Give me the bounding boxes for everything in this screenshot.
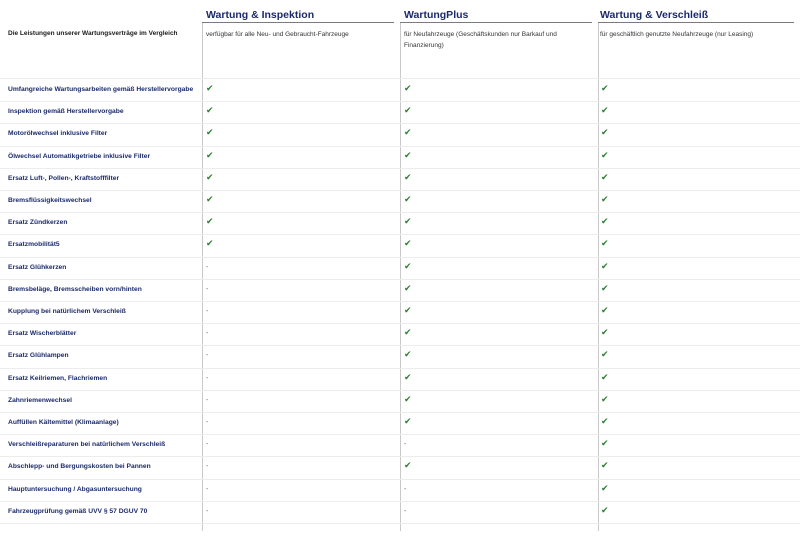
row-separator bbox=[0, 523, 800, 524]
check-icon: ✔ bbox=[601, 327, 609, 338]
table-caption: Die Leistungen unserer Wartungsverträge im Vergleich bbox=[8, 30, 178, 37]
row-label: Motorölwechsel inklusive Filter bbox=[8, 130, 108, 138]
check-icon: ✔ bbox=[601, 282, 609, 293]
not-included-dash: - bbox=[404, 441, 407, 449]
row-separator bbox=[0, 479, 800, 480]
check-icon: ✔ bbox=[601, 238, 609, 249]
check-icon: ✔ bbox=[404, 327, 412, 338]
row-separator bbox=[0, 190, 800, 191]
not-included-dash: - bbox=[206, 330, 209, 338]
row-separator bbox=[0, 434, 800, 435]
not-included-dash: - bbox=[404, 485, 407, 493]
row-separator bbox=[0, 301, 800, 302]
check-icon: ✔ bbox=[601, 149, 609, 160]
check-icon: ✔ bbox=[206, 194, 214, 204]
row-label: Kupplung bei natürlichem Verschleiß bbox=[8, 308, 126, 315]
row-label: Auffüllen Kältemittel (Klimaanlage) bbox=[8, 419, 119, 426]
check-icon: ✔ bbox=[601, 393, 609, 404]
column-title-wartungplus: WartungPlus bbox=[404, 9, 469, 21]
not-included-dash: - bbox=[206, 485, 209, 493]
check-icon: ✔ bbox=[601, 482, 609, 493]
check-icon: ✔ bbox=[601, 127, 609, 138]
check-icon: ✔ bbox=[206, 127, 214, 138]
check-icon: ✔ bbox=[601, 171, 609, 182]
check-icon: ✔ bbox=[206, 238, 214, 249]
check-icon: ✔ bbox=[404, 460, 412, 471]
check-icon: ✔ bbox=[601, 349, 609, 360]
header-divider bbox=[598, 22, 794, 23]
row-label: Bremsbeläge, Bremsscheiben vorn/hinten bbox=[8, 285, 142, 293]
row-label: Zahnriemenwechsel bbox=[8, 396, 72, 404]
row-label: Ölwechsel Automatikgetriebe inklusive Filter bbox=[8, 152, 151, 160]
check-icon: ✔ bbox=[404, 171, 412, 182]
row-separator bbox=[0, 279, 800, 280]
check-icon: ✔ bbox=[601, 371, 609, 382]
check-icon: ✔ bbox=[404, 349, 412, 360]
check-icon: ✔ bbox=[206, 171, 214, 182]
check-icon: ✔ bbox=[601, 460, 609, 471]
check-icon: ✔ bbox=[404, 305, 412, 315]
row-separator bbox=[0, 412, 800, 413]
row-label: Ersatz Glühkerzen bbox=[8, 263, 67, 271]
row-separator bbox=[0, 212, 800, 213]
row-separator bbox=[0, 234, 800, 235]
check-icon: ✔ bbox=[601, 216, 609, 227]
column-description: verfügbar für alle Neu- und Gebraucht-Fahrzeuge bbox=[206, 31, 349, 38]
row-separator bbox=[0, 390, 800, 391]
check-icon: ✔ bbox=[404, 194, 412, 204]
check-icon: ✔ bbox=[601, 504, 609, 515]
not-included-dash: - bbox=[206, 419, 209, 426]
row-label: Umfangreiche Wartungsarbeiten gemäß Herstellervorgabe bbox=[8, 86, 194, 93]
row-separator bbox=[0, 168, 800, 169]
column-title-wartung-inspektion: Wartung & Inspektion bbox=[206, 9, 315, 21]
check-icon: ✔ bbox=[206, 216, 214, 227]
check-icon: ✔ bbox=[404, 216, 412, 227]
check-icon: ✔ bbox=[206, 83, 214, 93]
check-icon: ✔ bbox=[404, 371, 412, 382]
row-label: Verschleißreparaturen bei natürlichem Verschleiß bbox=[8, 441, 166, 449]
row-separator bbox=[0, 78, 800, 79]
check-icon: ✔ bbox=[404, 127, 412, 138]
column-description: für Neufahrzeuge (Geschäftskunden nur Barkauf und Finanzierung) bbox=[404, 31, 557, 49]
row-separator bbox=[0, 123, 800, 124]
row-label: Ersatz Wischerblätter bbox=[8, 330, 77, 338]
row-label: Ersatz Glühlampen bbox=[8, 352, 69, 360]
row-label: Bremsflüssigkeitswechsel bbox=[8, 197, 92, 204]
row-label: Abschlepp- und Bergungskosten bei Pannen bbox=[8, 463, 151, 471]
not-included-dash: - bbox=[206, 374, 209, 382]
row-separator bbox=[0, 345, 800, 346]
row-label: Ersatz Luft-, Pollen-, Kraftstofffilter bbox=[8, 174, 120, 182]
not-included-dash: - bbox=[206, 285, 209, 293]
check-icon: ✔ bbox=[404, 238, 412, 249]
not-included-dash: - bbox=[206, 352, 209, 360]
check-icon: ✔ bbox=[404, 416, 412, 426]
check-icon: ✔ bbox=[601, 260, 609, 271]
not-included-dash: - bbox=[206, 507, 209, 515]
check-icon: ✔ bbox=[601, 83, 609, 93]
check-icon: ✔ bbox=[601, 105, 609, 116]
header-divider bbox=[202, 22, 394, 23]
header-divider bbox=[400, 22, 592, 23]
row-separator bbox=[0, 501, 800, 502]
not-included-dash: - bbox=[206, 396, 209, 404]
not-included-dash: - bbox=[206, 463, 209, 471]
check-icon: ✔ bbox=[601, 416, 609, 426]
check-icon: ✔ bbox=[404, 83, 412, 93]
not-included-dash: - bbox=[404, 507, 407, 515]
row-label: Hauptuntersuchung / Abgasuntersuchung bbox=[8, 485, 142, 493]
check-icon: ✔ bbox=[404, 149, 412, 160]
row-separator bbox=[0, 323, 800, 324]
row-separator bbox=[0, 456, 800, 457]
check-icon: ✔ bbox=[206, 105, 214, 116]
check-icon: ✔ bbox=[404, 105, 412, 116]
check-icon: ✔ bbox=[404, 393, 412, 404]
row-separator bbox=[0, 101, 800, 102]
row-separator bbox=[0, 368, 800, 369]
column-divider bbox=[400, 23, 401, 531]
not-included-dash: - bbox=[206, 263, 209, 271]
check-icon: ✔ bbox=[601, 305, 609, 315]
check-icon: ✔ bbox=[601, 438, 609, 449]
column-title-wartung-verschleiss: Wartung & Verschleiß bbox=[600, 9, 709, 21]
row-separator bbox=[0, 146, 800, 147]
row-separator bbox=[0, 257, 800, 258]
check-icon: ✔ bbox=[601, 194, 609, 204]
check-icon: ✔ bbox=[404, 260, 412, 271]
column-divider bbox=[598, 23, 599, 531]
row-label: Fahrzeugprüfung gemäß UVV § 57 DGUV 70 bbox=[8, 507, 148, 515]
check-icon: ✔ bbox=[206, 149, 214, 160]
row-label: Ersatz Keilriemen, Flachriemen bbox=[8, 374, 108, 382]
not-included-dash: - bbox=[206, 441, 209, 449]
column-description: für geschäftlich genutzte Neufahrzeuge (nur Leasing) bbox=[600, 31, 754, 38]
not-included-dash: - bbox=[206, 308, 209, 315]
row-label: Ersatz Zündkerzen bbox=[8, 219, 68, 227]
check-icon: ✔ bbox=[404, 282, 412, 293]
column-divider bbox=[202, 23, 203, 531]
row-label: Ersatzmobilität5 bbox=[8, 241, 60, 249]
row-label: Inspektion gemäß Herstellervorgabe bbox=[8, 108, 124, 116]
